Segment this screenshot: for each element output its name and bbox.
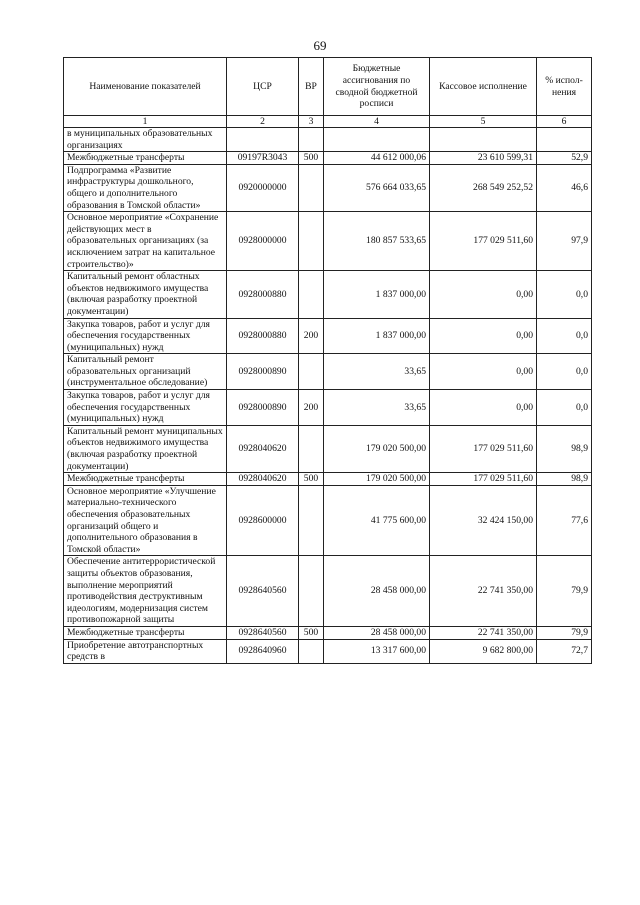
table-row xyxy=(64,425,592,472)
row-execution-percent: 46,6 xyxy=(537,164,592,211)
row-csr-code: 0928640960 xyxy=(227,639,299,663)
row-csr-code: 0928000880 xyxy=(227,318,299,354)
row-csr-code: 0928000890 xyxy=(227,354,299,390)
row-vr-code xyxy=(299,639,324,663)
row-execution-percent: 52,9 xyxy=(537,152,592,165)
row-budget-amount: 41 775 600,00 xyxy=(324,485,430,556)
row-csr-code xyxy=(227,128,299,152)
table-row xyxy=(64,485,592,556)
row-budget-amount: 33,65 xyxy=(324,354,430,390)
row-csr-code: 0928000880 xyxy=(227,271,299,318)
page-number: 69 xyxy=(313,38,327,53)
table-header-row xyxy=(64,58,592,116)
row-execution-amount xyxy=(430,128,537,152)
row-indicator-name: Межбюджетные трансферты xyxy=(64,152,227,165)
row-csr-code: 0928000000 xyxy=(227,212,299,271)
row-csr-code: 0928640560 xyxy=(227,626,299,639)
table-row xyxy=(64,390,592,426)
header-budget-allocations: Бюджетные ассигнования по сводной бюджетной росписи xyxy=(324,58,430,116)
table-row xyxy=(64,354,592,390)
column-number: 2 xyxy=(227,116,299,128)
row-indicator-name: Обеспечение антитеррористической защиты объектов образования, выполнение мероприятий противодействия деструктивным идеологиям, модернизация систем противопожарной защиты xyxy=(64,556,227,627)
row-vr-code xyxy=(299,485,324,556)
row-execution-amount: 0,00 xyxy=(430,390,537,426)
row-csr-code: 0920000000 xyxy=(227,164,299,211)
row-vr-code: 500 xyxy=(299,152,324,165)
column-number: 1 xyxy=(64,116,227,128)
table-row xyxy=(64,128,592,152)
column-number-row xyxy=(64,116,592,128)
row-budget-amount: 1 837 000,00 xyxy=(324,318,430,354)
row-budget-amount: 180 857 533,65 xyxy=(324,212,430,271)
row-indicator-name: Подпрограмма «Развитие инфраструктуры дошкольного, общего и дополнительного образования в Томской области» xyxy=(64,164,227,211)
row-execution-percent: 79,9 xyxy=(537,556,592,627)
row-execution-amount: 177 029 511,60 xyxy=(430,473,537,486)
row-execution-percent: 77,6 xyxy=(537,485,592,556)
table-row xyxy=(64,164,592,211)
row-vr-code: 500 xyxy=(299,626,324,639)
row-execution-amount: 177 029 511,60 xyxy=(430,212,537,271)
row-budget-amount: 33,65 xyxy=(324,390,430,426)
row-execution-amount: 9 682 800,00 xyxy=(430,639,537,663)
row-indicator-name: Закупка товаров, работ и услуг для обеспечения государственных (муниципальных) нужд xyxy=(64,318,227,354)
row-vr-code: 200 xyxy=(299,390,324,426)
row-execution-percent: 97,9 xyxy=(537,212,592,271)
row-vr-code xyxy=(299,354,324,390)
row-budget-amount: 179 020 500,00 xyxy=(324,473,430,486)
table-row xyxy=(64,271,592,318)
row-execution-percent: 0,0 xyxy=(537,318,592,354)
row-vr-code: 500 xyxy=(299,473,324,486)
header-indicator-name: Наименование показателей xyxy=(64,58,227,116)
row-execution-percent xyxy=(537,128,592,152)
table-row xyxy=(64,318,592,354)
row-execution-amount: 0,00 xyxy=(430,318,537,354)
row-indicator-name: Закупка товаров, работ и услуг для обеспечения государственных (муниципальных) нужд xyxy=(64,390,227,426)
row-indicator-name: Межбюджетные трансферты xyxy=(64,626,227,639)
row-execution-percent: 0,0 xyxy=(537,390,592,426)
row-indicator-name: Основное мероприятие «Улучшение материально-технического обеспечения образовательных организаций общего и дополнительного образования в Томской области» xyxy=(64,485,227,556)
row-execution-percent: 0,0 xyxy=(537,354,592,390)
column-number: 4 xyxy=(324,116,430,128)
row-budget-amount: 28 458 000,00 xyxy=(324,626,430,639)
header-cash-execution: Кассовое исполнение xyxy=(430,58,537,116)
row-vr-code xyxy=(299,425,324,472)
row-indicator-name: Капитальный ремонт областных объектов недвижимого имущества (включая разработку проектной документации) xyxy=(64,271,227,318)
row-indicator-name: Основное мероприятие «Сохранение действующих мест в образовательных организациях (за исключением затрат на капитальное строительство)» xyxy=(64,212,227,271)
row-budget-amount: 28 458 000,00 xyxy=(324,556,430,627)
row-indicator-name: в муниципальных образовательных организациях xyxy=(64,128,227,152)
header-vr: ВР xyxy=(299,58,324,116)
row-execution-percent: 98,9 xyxy=(537,425,592,472)
row-execution-amount: 268 549 252,52 xyxy=(430,164,537,211)
header-csr: ЦСР xyxy=(227,58,299,116)
row-indicator-name: Межбюджетные трансферты xyxy=(64,473,227,486)
table-row xyxy=(64,473,592,486)
row-csr-code: 0928040620 xyxy=(227,425,299,472)
header-execution-percent: % испол-нения xyxy=(537,58,592,116)
row-csr-code: 0928640560 xyxy=(227,556,299,627)
table-row xyxy=(64,212,592,271)
row-budget-amount xyxy=(324,128,430,152)
row-csr-code: 0928040620 xyxy=(227,473,299,486)
row-vr-code xyxy=(299,128,324,152)
column-number: 6 xyxy=(537,116,592,128)
budget-execution-table xyxy=(63,57,592,664)
row-execution-amount: 32 424 150,00 xyxy=(430,485,537,556)
row-budget-amount: 44 612 000,06 xyxy=(324,152,430,165)
row-budget-amount: 576 664 033,65 xyxy=(324,164,430,211)
row-vr-code xyxy=(299,164,324,211)
table-body xyxy=(64,128,592,664)
table-row xyxy=(64,152,592,165)
row-csr-code: 09197R3043 xyxy=(227,152,299,165)
row-budget-amount: 1 837 000,00 xyxy=(324,271,430,318)
row-execution-percent: 72,7 xyxy=(537,639,592,663)
column-number: 3 xyxy=(299,116,324,128)
row-vr-code xyxy=(299,556,324,627)
row-execution-amount: 23 610 599,31 xyxy=(430,152,537,165)
row-vr-code xyxy=(299,212,324,271)
row-indicator-name: Приобретение автотранспортных средств в xyxy=(64,639,227,663)
table-row xyxy=(64,556,592,627)
row-vr-code: 200 xyxy=(299,318,324,354)
row-indicator-name: Капитальный ремонт образовательных организаций (инструментальное обследование) xyxy=(64,354,227,390)
row-execution-percent: 98,9 xyxy=(537,473,592,486)
row-vr-code xyxy=(299,271,324,318)
column-number: 5 xyxy=(430,116,537,128)
table-row xyxy=(64,626,592,639)
row-execution-amount: 22 741 350,00 xyxy=(430,556,537,627)
row-execution-percent: 79,9 xyxy=(537,626,592,639)
row-budget-amount: 179 020 500,00 xyxy=(324,425,430,472)
row-execution-amount: 0,00 xyxy=(430,354,537,390)
row-execution-amount: 177 029 511,60 xyxy=(430,425,537,472)
row-csr-code: 0928000890 xyxy=(227,390,299,426)
table-row xyxy=(64,639,592,663)
row-execution-amount: 0,00 xyxy=(430,271,537,318)
row-indicator-name: Капитальный ремонт муниципальных объектов недвижимого имущества (включая разработку проектной документации) xyxy=(64,425,227,472)
row-execution-amount: 22 741 350,00 xyxy=(430,626,537,639)
row-csr-code: 0928600000 xyxy=(227,485,299,556)
row-budget-amount: 13 317 600,00 xyxy=(324,639,430,663)
row-execution-percent: 0,0 xyxy=(537,271,592,318)
